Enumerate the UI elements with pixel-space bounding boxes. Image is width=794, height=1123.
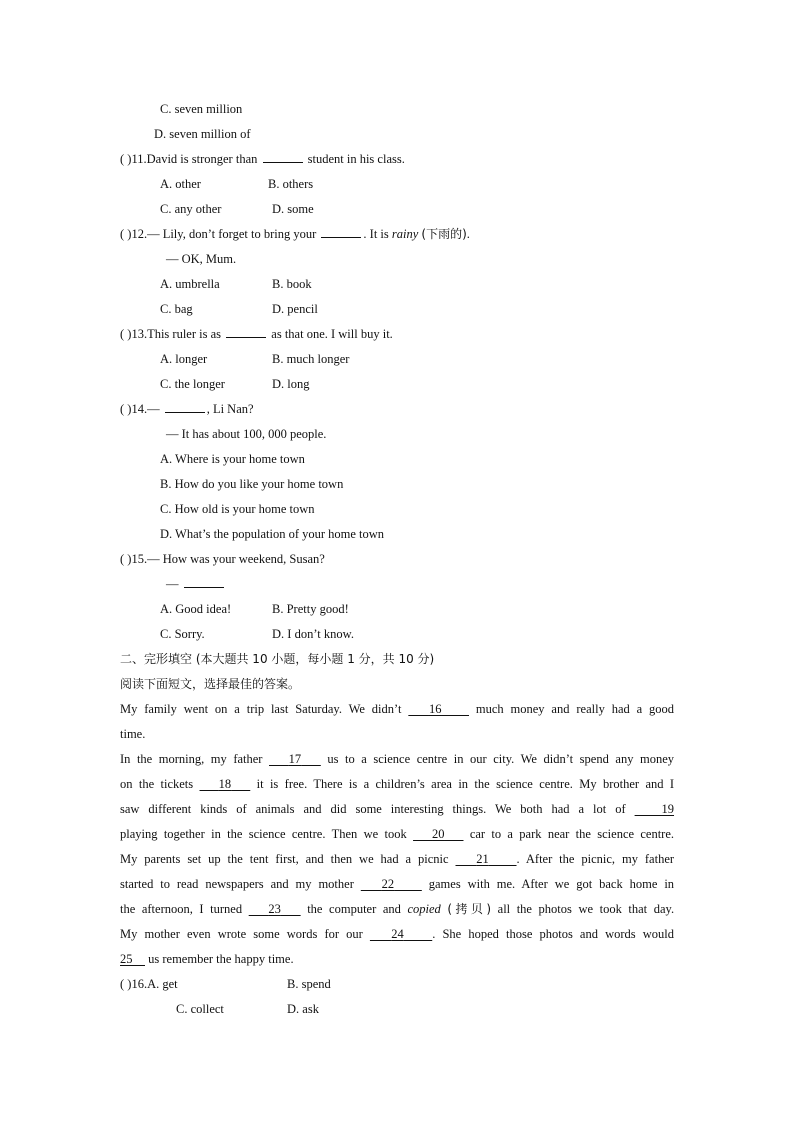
passage-line-3 (120, 751, 674, 767)
q11-option-b: B. others (268, 177, 314, 191)
q13-blank (226, 326, 266, 338)
q15-option-d: D. I don’t know. (272, 627, 354, 641)
passage-text: . After the picnic, my father (516, 852, 675, 866)
q13-stem (120, 326, 393, 342)
q16-option-b: B. spend (287, 977, 331, 991)
passage-line-2: time. (120, 727, 146, 741)
passage-text: it is free. There is a children’s area in the science centre. My brother and I (256, 777, 675, 791)
passage-text: the computer and (307, 902, 401, 916)
q15-reply-dash: — (166, 577, 179, 591)
blank-20 (413, 827, 463, 841)
passage-text: all the photos we took that day. (497, 902, 675, 916)
q11-blank (263, 151, 303, 163)
blank-23 (249, 902, 301, 916)
blank-19-number: 19 (661, 802, 675, 816)
blank-21-number: 21 (476, 852, 489, 866)
passage-line-1 (120, 701, 674, 717)
q10-option-d: D. seven million of (154, 127, 251, 141)
blank-22 (361, 877, 422, 891)
q16-option-c: C. collect (176, 1002, 224, 1016)
q16-option-a: A. get (147, 977, 178, 991)
q15-blank (184, 576, 224, 588)
blank-18 (200, 777, 251, 791)
blank-25 (120, 952, 145, 966)
passage-text: much money and really had a good (475, 702, 675, 716)
q14-option-d: D. What’s the population of your home town (160, 527, 385, 541)
q14-option-b: B. How do you like your home town (160, 477, 344, 491)
q11-stem-b: student in his class. (307, 152, 405, 166)
blank-18-number: 18 (218, 777, 232, 791)
q12-option-a: A. umbrella (160, 277, 220, 291)
q12-stem-b: . It is (363, 227, 389, 241)
blank-20-number: 20 (432, 827, 445, 841)
q12-reply: — OK, Mum. (166, 252, 237, 266)
passage-text: saw different kinds of animals and did some interesting things. We both had a lot of (120, 802, 626, 816)
q15-option-c: C. Sorry. (160, 627, 205, 641)
q14-stem-b: , Li Nan? (206, 402, 254, 416)
passage-text: started to read newspapers and my mother (120, 877, 354, 891)
q13-option-c: C. the longer (160, 377, 225, 391)
q13-stem-a: This ruler is as (147, 327, 222, 341)
q12-stem-italic: rainy (391, 227, 419, 241)
q14-reply: — It has about 100, 000 people. (166, 427, 327, 441)
q14-stem-a: — (147, 402, 160, 416)
passage-text: the afternoon, I turned (120, 902, 243, 916)
passage-text: . She hoped those photos and words would (432, 927, 675, 941)
passage-text: games with me. After we got back home in (428, 877, 675, 891)
q13-option-d: D. long (272, 377, 310, 391)
q15-reply (166, 576, 226, 592)
q15-option-b: B. Pretty good! (272, 602, 349, 616)
passage-line-8 (120, 876, 674, 892)
passage-text: on the tickets (120, 777, 194, 791)
blank-22-number: 22 (381, 877, 395, 891)
blank-25-number: 25 (120, 952, 133, 966)
passage-line-9 (120, 901, 674, 917)
q11-option-d: D. some (272, 202, 314, 216)
blank-17-number: 17 (288, 752, 302, 766)
blank-24 (370, 927, 432, 941)
q14-blank (165, 401, 205, 413)
q13-option-b: B. much longer (272, 352, 350, 366)
q13-option-a: A. longer (160, 352, 208, 366)
passage-line-11 (120, 951, 674, 967)
q12-number: ( )12. (120, 227, 148, 241)
passage-text: In the morning, my father (120, 752, 263, 766)
q16-stem (120, 976, 178, 992)
q16-number: ( )16. (120, 977, 148, 991)
q13-stem-b: as that one. I will buy it. (271, 327, 393, 341)
q11-option-c: C. any other (160, 202, 222, 216)
blank-23-number: 23 (268, 902, 281, 916)
passage-line-7 (120, 851, 674, 867)
q12-stem-a: — Lily, don’t forget to bring your (147, 227, 317, 241)
q10-option-c: C. seven million (160, 102, 243, 116)
blank-19 (635, 802, 674, 816)
passage-text: playing together in the science centre. Then we took (120, 827, 407, 841)
q11-stem (120, 151, 405, 167)
blank-17 (269, 752, 321, 766)
section2-instruction: 阅读下面短文，选择最佳的答案。 (120, 677, 301, 691)
q16-option-d: D. ask (287, 1002, 319, 1016)
blank-24-number: 24 (391, 927, 404, 941)
passage-line-4 (120, 776, 674, 792)
q12-option-d: D. pencil (272, 302, 318, 316)
blank-21 (456, 852, 517, 866)
passage-line-5 (120, 801, 674, 817)
passage-text: My parents set up the tent first, and then we had a picnic (120, 852, 449, 866)
q11-option-a: A. other (160, 177, 201, 191)
q14-stem (120, 401, 254, 417)
q12-option-c: C. bag (160, 302, 193, 316)
q11-stem-a: David is stronger than (146, 152, 258, 166)
section2-title: 二、完形填空 (本大题共 10 小题，每小题 1 分，共 10 分) (120, 652, 435, 666)
blank-16 (408, 702, 469, 716)
passage-cjk: (拷贝) (447, 902, 492, 916)
q15-stem (120, 551, 325, 567)
q12-stem-end: . (466, 227, 470, 241)
blank-16-number: 16 (428, 702, 442, 716)
q15-stem-a: — How was your weekend, Susan? (147, 552, 325, 566)
passage-italic: copied (407, 902, 441, 916)
q15-option-a: A. Good idea! (160, 602, 232, 616)
q15-number: ( )15. (120, 552, 148, 566)
q14-option-a: A. Where is your home town (160, 452, 305, 466)
q12-stem (120, 226, 470, 242)
q12-option-b: B. book (272, 277, 312, 291)
q12-stem-cjk: (下雨的) (421, 227, 467, 241)
passage-text: car to a park near the science centre. (469, 827, 675, 841)
passage-text: us to a science centre in our city. We didn’t spend any money (327, 752, 675, 766)
passage-text: My family went on a trip last Saturday. We didn’t (120, 702, 402, 716)
passage-text: us remember the happy time. (148, 952, 294, 966)
passage-line-6 (120, 826, 674, 842)
q14-option-c: C. How old is your home town (160, 502, 315, 516)
q12-blank (321, 226, 361, 238)
q13-number: ( )13. (120, 327, 148, 341)
q14-number: ( )14. (120, 402, 148, 416)
passage-line-10 (120, 926, 674, 942)
q11-number: ( )11. (120, 152, 147, 166)
passage-text: My mother even wrote some words for our (120, 927, 363, 941)
